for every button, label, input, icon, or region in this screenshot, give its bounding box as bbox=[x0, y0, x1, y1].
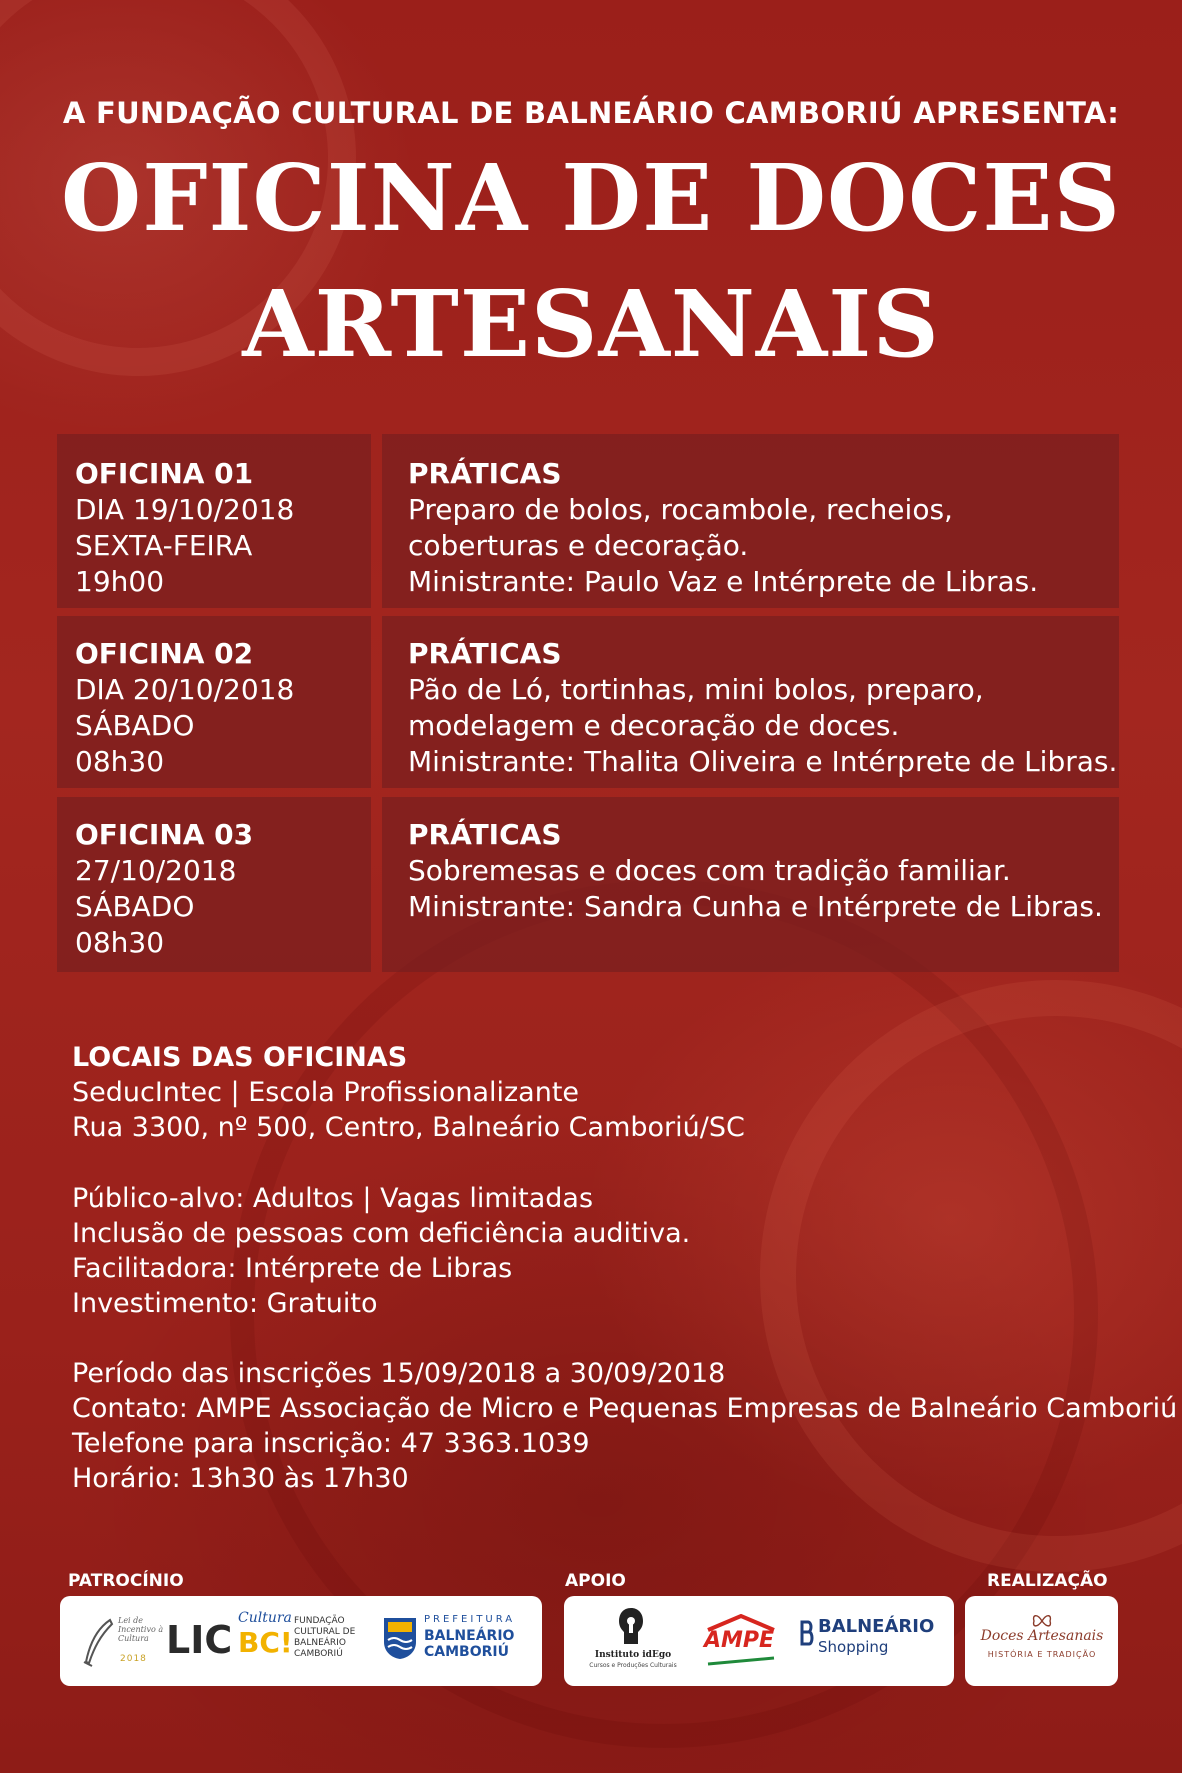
workshop-weekday: SÁBADO bbox=[75, 709, 195, 742]
practices-line: Sobremesas e doces com tradição familiar. bbox=[408, 854, 1011, 887]
registration-hours: Horário: 13h30 às 17h30 bbox=[72, 1463, 409, 1494]
workshop-date: 27/10/2018 bbox=[75, 854, 237, 887]
workshop-name: OFICINA 01 bbox=[75, 457, 254, 490]
workshop-02-practices bbox=[382, 616, 1119, 788]
inclusion-note: Inclusão de pessoas com deficiência auditiva. bbox=[72, 1218, 691, 1249]
practices-line: coberturas e decoração. bbox=[408, 529, 749, 562]
instituto-subtitle: Cursos e Produções Culturais bbox=[589, 1662, 677, 1669]
prefeitura-city-line: BALNEÁRIO bbox=[424, 1628, 515, 1644]
workshop-time: 08h30 bbox=[75, 745, 165, 778]
lic-wordmark: LIC bbox=[166, 1618, 233, 1662]
instituto-idego-logo bbox=[578, 1606, 688, 1676]
support-logo-panel bbox=[564, 1596, 954, 1686]
practices-line: modelagem e decoração de doces. bbox=[408, 709, 900, 742]
poster-title-line-2: ARTESANAIS bbox=[242, 270, 940, 378]
poster-title-line-1: OFICINA DE DOCES bbox=[61, 144, 1121, 252]
doces-wordmark: Doces Artesanais bbox=[980, 1628, 1104, 1644]
cultura-script: Cultura bbox=[238, 1610, 292, 1626]
ampe-logo bbox=[690, 1612, 790, 1672]
details-section bbox=[72, 1181, 690, 1321]
locations-title: LOCAIS DAS OFICINAS bbox=[72, 1042, 408, 1073]
registration-phone: Telefone para inscrição: 47 3363.1039 bbox=[72, 1428, 590, 1459]
balneario-shopping-logo bbox=[800, 1616, 950, 1666]
practices-title: PRÁTICAS bbox=[408, 637, 562, 670]
sponsors-logo-panel bbox=[60, 1596, 542, 1686]
doces-tagline: HISTÓRIA E TRADIÇÃO bbox=[987, 1650, 1097, 1659]
bc-wordmark: BC! bbox=[238, 1626, 293, 1659]
target-audience: Público-alvo: Adultos | Vagas limitadas bbox=[72, 1183, 594, 1214]
quill-pen-icon bbox=[80, 1618, 116, 1668]
city-crest-icon bbox=[382, 1614, 418, 1660]
practices-line: Pão de Ló, tortinhas, mini bolos, preparo, bbox=[408, 673, 984, 706]
workshop-02-schedule bbox=[57, 616, 371, 788]
workshop-time: 08h30 bbox=[75, 926, 165, 959]
workshop-weekday: SEXTA-FEIRA bbox=[75, 529, 253, 562]
ampe-wordmark: AMPE bbox=[704, 1628, 775, 1653]
location-address: Rua 3300, nº 500, Centro, Balneário Camboriú/SC bbox=[72, 1112, 745, 1143]
fundacao-line: BALNEÁRIO bbox=[294, 1638, 346, 1648]
location-line: SeducIntec | Escola Profissionalizante bbox=[72, 1077, 580, 1108]
practices-line: Preparo de bolos, rocambole, recheios, bbox=[408, 493, 953, 526]
workshop-01-schedule bbox=[57, 434, 371, 608]
prefeitura-city bbox=[424, 1628, 514, 1660]
instituto-name: Instituto idEgo bbox=[594, 1650, 672, 1660]
investment: Investimento: Gratuito bbox=[72, 1288, 378, 1319]
fundacao-line: CAMBORIÚ bbox=[294, 1649, 343, 1659]
workshop-date: DIA 20/10/2018 bbox=[75, 673, 295, 706]
registration-period: Período das inscrições 15/09/2018 a 30/09/2018 bbox=[72, 1358, 726, 1389]
keyhole-head-icon bbox=[616, 1606, 646, 1646]
ampe-underline-icon bbox=[706, 1656, 776, 1666]
presenter-line: A FUNDAÇÃO CULTURAL DE BALNEÁRIO CAMBORIÚ APRESENTA: bbox=[62, 96, 1120, 130]
registration-section bbox=[72, 1356, 1177, 1496]
workshop-name: OFICINA 02 bbox=[75, 637, 254, 670]
fundacao-text bbox=[294, 1616, 355, 1660]
practices-instructor: Ministrante: Paulo Vaz e Intérprete de Libras. bbox=[408, 565, 1039, 598]
prefeitura-label: PREFEITURA bbox=[424, 1614, 516, 1625]
facilitator: Facilitadora: Intérprete de Libras bbox=[72, 1253, 513, 1284]
practices-instructor: Ministrante: Sandra Cunha e Intérprete de Libras. bbox=[408, 890, 1103, 923]
workshop-03-schedule bbox=[57, 797, 371, 972]
workshop-date: DIA 19/10/2018 bbox=[75, 493, 295, 526]
fundacao-cultural-logo bbox=[238, 1610, 368, 1672]
realization-label: REALIZAÇÃO bbox=[987, 1571, 1108, 1591]
doces-artesanais-logo bbox=[973, 1612, 1111, 1672]
workshop-weekday: SÁBADO bbox=[75, 890, 195, 923]
shopping-subtitle: Shopping bbox=[818, 1638, 889, 1656]
fundacao-line: FUNDAÇÃO bbox=[294, 1616, 345, 1626]
practices-title: PRÁTICAS bbox=[408, 818, 562, 851]
locations-section bbox=[72, 1040, 745, 1145]
support-label: APOIO bbox=[565, 1571, 626, 1591]
sponsorship-label: PATROCÍNIO bbox=[68, 1571, 184, 1591]
shopping-b-icon bbox=[800, 1620, 814, 1646]
lic-subtitle: Lei de Incentivo à Cultura bbox=[118, 1616, 164, 1643]
prefeitura-city-line: CAMBORIÚ bbox=[424, 1644, 509, 1660]
lic-year: 2018 bbox=[120, 1654, 147, 1664]
realization-logo-panel bbox=[965, 1596, 1118, 1686]
fundacao-line: CULTURAL DE bbox=[294, 1627, 356, 1637]
registration-contact: Contato: AMPE Associação de Micro e Pequenas Empresas de Balneário Camboriú bbox=[72, 1393, 1178, 1424]
practices-instructor: Ministrante: Thalita Oliveira e Intérprete de Libras. bbox=[408, 745, 1118, 778]
practices-title: PRÁTICAS bbox=[408, 457, 562, 490]
prefeitura-logo bbox=[382, 1610, 532, 1672]
workshop-01-practices bbox=[382, 434, 1119, 608]
workshop-03-practices bbox=[382, 797, 1119, 972]
workshop-time: 19h00 bbox=[75, 565, 165, 598]
workshop-name: OFICINA 03 bbox=[75, 818, 254, 851]
lic-logo bbox=[80, 1614, 240, 1670]
shopping-name: BALNEÁRIO bbox=[818, 1616, 935, 1637]
